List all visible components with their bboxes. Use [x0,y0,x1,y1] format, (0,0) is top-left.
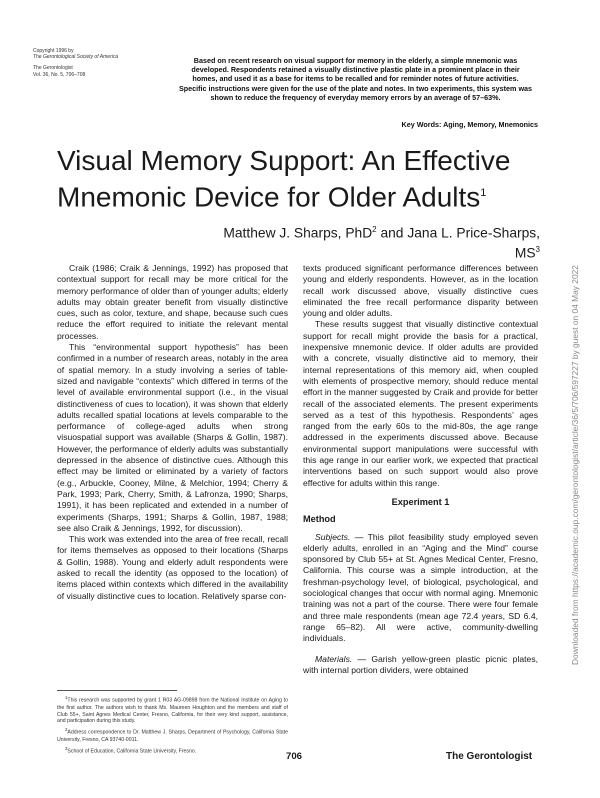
materials-text: Garish yellow-green plastic picnic plates, with internal portion dividers, were obtained [303,653,538,675]
experiment-heading: Experiment 1 [391,496,450,507]
footnote-mark: 1 [65,695,68,700]
footnote [57,727,288,744]
title-footnote-mark: 1 [480,187,487,199]
footnote [57,695,288,725]
author-1-footnote: 2 [372,225,377,234]
footnotes [57,695,288,758]
method-heading: Method [303,514,336,525]
paragraph: These results suggest that visually distinctive contextual support for recall might provide the basis for a practical, inexpensive mnemonic device. If older adults are provided with a concrete, visually distinctive aid to memory, their internal representations of this memory aid, when coupled with elements of prospective memory, should reduce mental effort in the manner suggested by Craik and provide for better recall of the associated elements. The present experiments served as a test of this hypothesis. Respondents’ ages ranged from the early 60s to the mid-80s, the age range addressed in the experiments discussed above. Because environmental support manipulations were successful with this age range in our earlier work, we expected that practical interventions based on such support would also prove effective for adults within this range. [303,319,538,488]
author-conjunction: and [380,225,404,241]
abstract: Based on recent research on visual support for memory in the elderly, a simple mnemonic was developed. Respondents retained a visually distinctive plastic plate in a prominent place in their homes, and used it as a base for items to be recalled and for reminder notes of future activities. Specific instructions were given for the use of the plate and notes. In two experiments, this system was shown to reduce the frequency of everyday memory errors by an average of 57–63%. [178,56,533,102]
body-column-left [57,263,288,602]
materials-runin: Materials. — [315,653,367,664]
paragraph: Craik (1986; Craik & Jennings, 1992) has proposed that contextual support for recall may be more critical for the memory performance of older than of younger adults; elderly adults may obtain greater benefit from visually distinctive cues, such as color, texture, and shape, because such cues reduce the effort required to initiate the relevant mental processes. [57,263,288,341]
footnote [57,746,288,756]
subjects-text: This pilot feasibility study employed seven elderly adults, enrolled in an “Aging and the Mind” course sponsored by Club 55+ at St. Agnes Medical Center, Fresno, California. This course was a simple introduction, at the freshman-psychology level, of biological, psychological, and sociological changes that occur with normal aging. Mnemonic training was not a part of the course. There were four female and three male respondents (mean age 72.4 years, SD 6.4, range 65–82). All were active, community-dwelling individuals. [303,531,538,644]
paragraph: This work was extended into the area of free recall, recall for items themselves as opposed to their locations (Sharps & Gollin, 1988). Young and elderly adult respondents were asked to recall the identity (as opposed to the location) of items placed within contexts which differed in the availability of visually distinctive cues to location. Relatively sparse con- [57,534,288,601]
keywords: Key Words: Aging, Memory, Mnemonics [401,120,538,129]
page-number: 706 [286,751,303,762]
download-watermark-text: Downloaded from https://academic.oup.com/gerontologist/article/36/5/706/597227 by guest on 04 May 2022 [570,265,580,665]
author-1: Matthew J. Sharps, PhD [223,225,373,241]
copyright-block [33,48,173,78]
download-watermark [568,225,585,665]
subjects-paragraph [303,532,538,645]
footnote-text: This research was supported by grant 1 R03 AG-09898 from the National Institute on Aging to the first author. The authors wish to thank Ms. Maureen Houghton and the members and staff of Club 55+, Saint Agnes Medical Center, Fresno, California, for their very kind support, assistance, and participation during this study. [57,697,288,725]
footnote-mark: 2 [65,727,68,733]
footnote-rule [57,690,177,691]
footnote-text: Address correspondence to Dr. Matthew J. Sharps, Department of Psychology, California State University, Fresno, CA 93740-0011. [57,730,288,743]
paragraph: This “environmental support hypothesis” has been confirmed in a number of research areas, notably in the area of spatial memory. In a study involving a series of table-sized and navigable “contexts” which differed in terms of the level of available environmental support (i.e., in the visual distinctiveness of cues to location), it was shown that elderly adults recalled spatial locations at levels comparable to the performance of college-aged adults when strong visuospatial support was available (Sharps & Gollin, 1987). However, the performance of elderly adults was substantially depressed in the absence of distinctive cues. Although this effect may be limited or eliminated by a variety of factors (e.g., Arbuckle, Cooney, Milne, & Melchior, 1994; Cherry & Park, 1993; Park, Cherry, Smith, & Lafronza, 1990; Sharps, 1991), it has been replicated and extended in a number of experiments (Sharps, 1991; Sharps & Gollin, 1987, 1988; see also Craik & Jennings, 1992, for discussion). [57,342,288,533]
article-title [57,144,517,213]
author-2: Jana L. Price-Sharps, MS [407,225,540,261]
body-column-right [303,263,538,676]
journal-footer: The Gerontologist [446,751,533,762]
paragraph: texts produced significant performance differences between young and elderly respondents. However, as in the location recall work discussed above, visually distinctive cues eliminated the free recall performance disparity between young and older adults. [303,263,538,319]
title-text: Visual Memory Support: An Effective Mnemonic Device for Older Adults [57,145,511,213]
journal-name: The Gerontologist [33,65,73,72]
author-2-footnote: 3 [535,244,540,254]
subjects-runin: Subjects. — [315,531,364,542]
footnote-text: School of Education, California State University, Fresno. [67,748,197,755]
footnote-mark: 3 [65,745,68,751]
society-name: The Gerontological Society of America [33,54,119,61]
author-line [210,222,540,261]
copyright-line: Copyright 1996 by [33,48,74,54]
volume-info: Vol. 36, No. 5, 706–708 [33,71,86,78]
materials-paragraph [303,654,538,677]
